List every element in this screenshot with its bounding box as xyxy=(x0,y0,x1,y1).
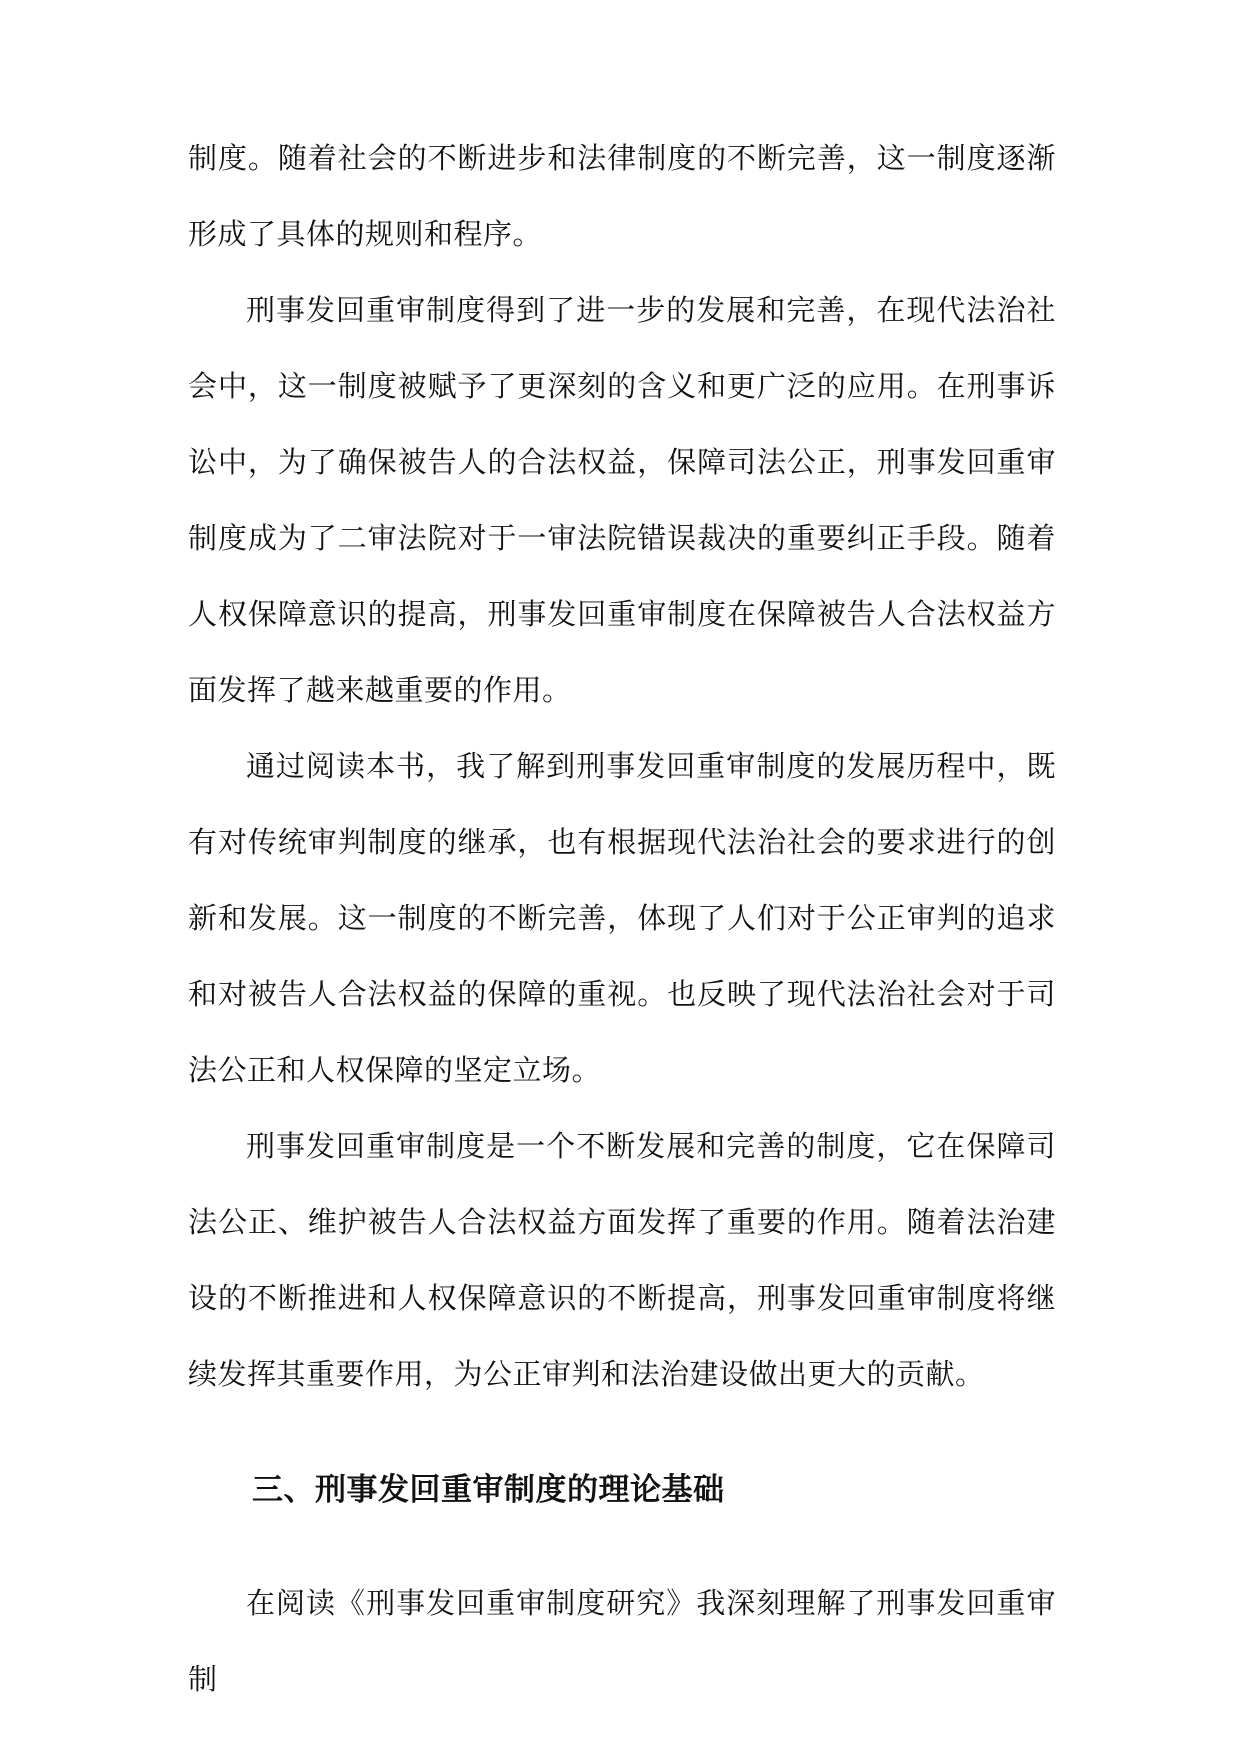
body-text-lower xyxy=(188,1565,1056,1717)
section-heading: 三、刑事发回重审制度的理论基础 xyxy=(252,1472,725,1508)
paragraph-continuation: 制度。随着社会的不断进步和法律制度的不断完善，这一制度逐渐形成了具体的规则和程序。 xyxy=(188,141,1056,251)
paragraph-theory-intro: 在阅读《刑事发回重审制度研究》我深刻理解了刑事发回重审制 xyxy=(188,1586,1056,1696)
body-text-upper xyxy=(188,120,1056,1412)
paragraph-development: 刑事发回重审制度得到了进一步的发展和完善，在现代法治社会中，这一制度被赋予了更深刻的含义和更广泛的应用。在刑事诉讼中，为了确保被告人的合法权益，保障司法公正，刑事发回重审制度成为了二审法院对于一审法院错误裁决的重要纠正手段。随着人权保障意识的提高，刑事发回重审制度在保障被告人合法权益方面发挥了越来越重要的作用。 xyxy=(188,293,1056,707)
paragraph-conclusion: 刑事发回重审制度是一个不断发展和完善的制度，它在保障司法公正、维护被告人合法权益方面发挥了重要的作用。随着法治建设的不断推进和人权保障意识的不断提高，刑事发回重审制度将继续发挥其重要作用，为公正审判和法治建设做出更大的贡献。 xyxy=(188,1129,1056,1391)
paragraph-reading-reflection: 通过阅读本书，我了解到刑事发回重审制度的发展历程中，既有对传统审判制度的继承，也有根据现代法治社会的要求进行的创新和发展。这一制度的不断完善，体现了人们对于公正审判的追求和对被告人合法权益的保障的重视。也反映了现代法治社会对于司法公正和人权保障的坚定立场。 xyxy=(188,749,1056,1087)
